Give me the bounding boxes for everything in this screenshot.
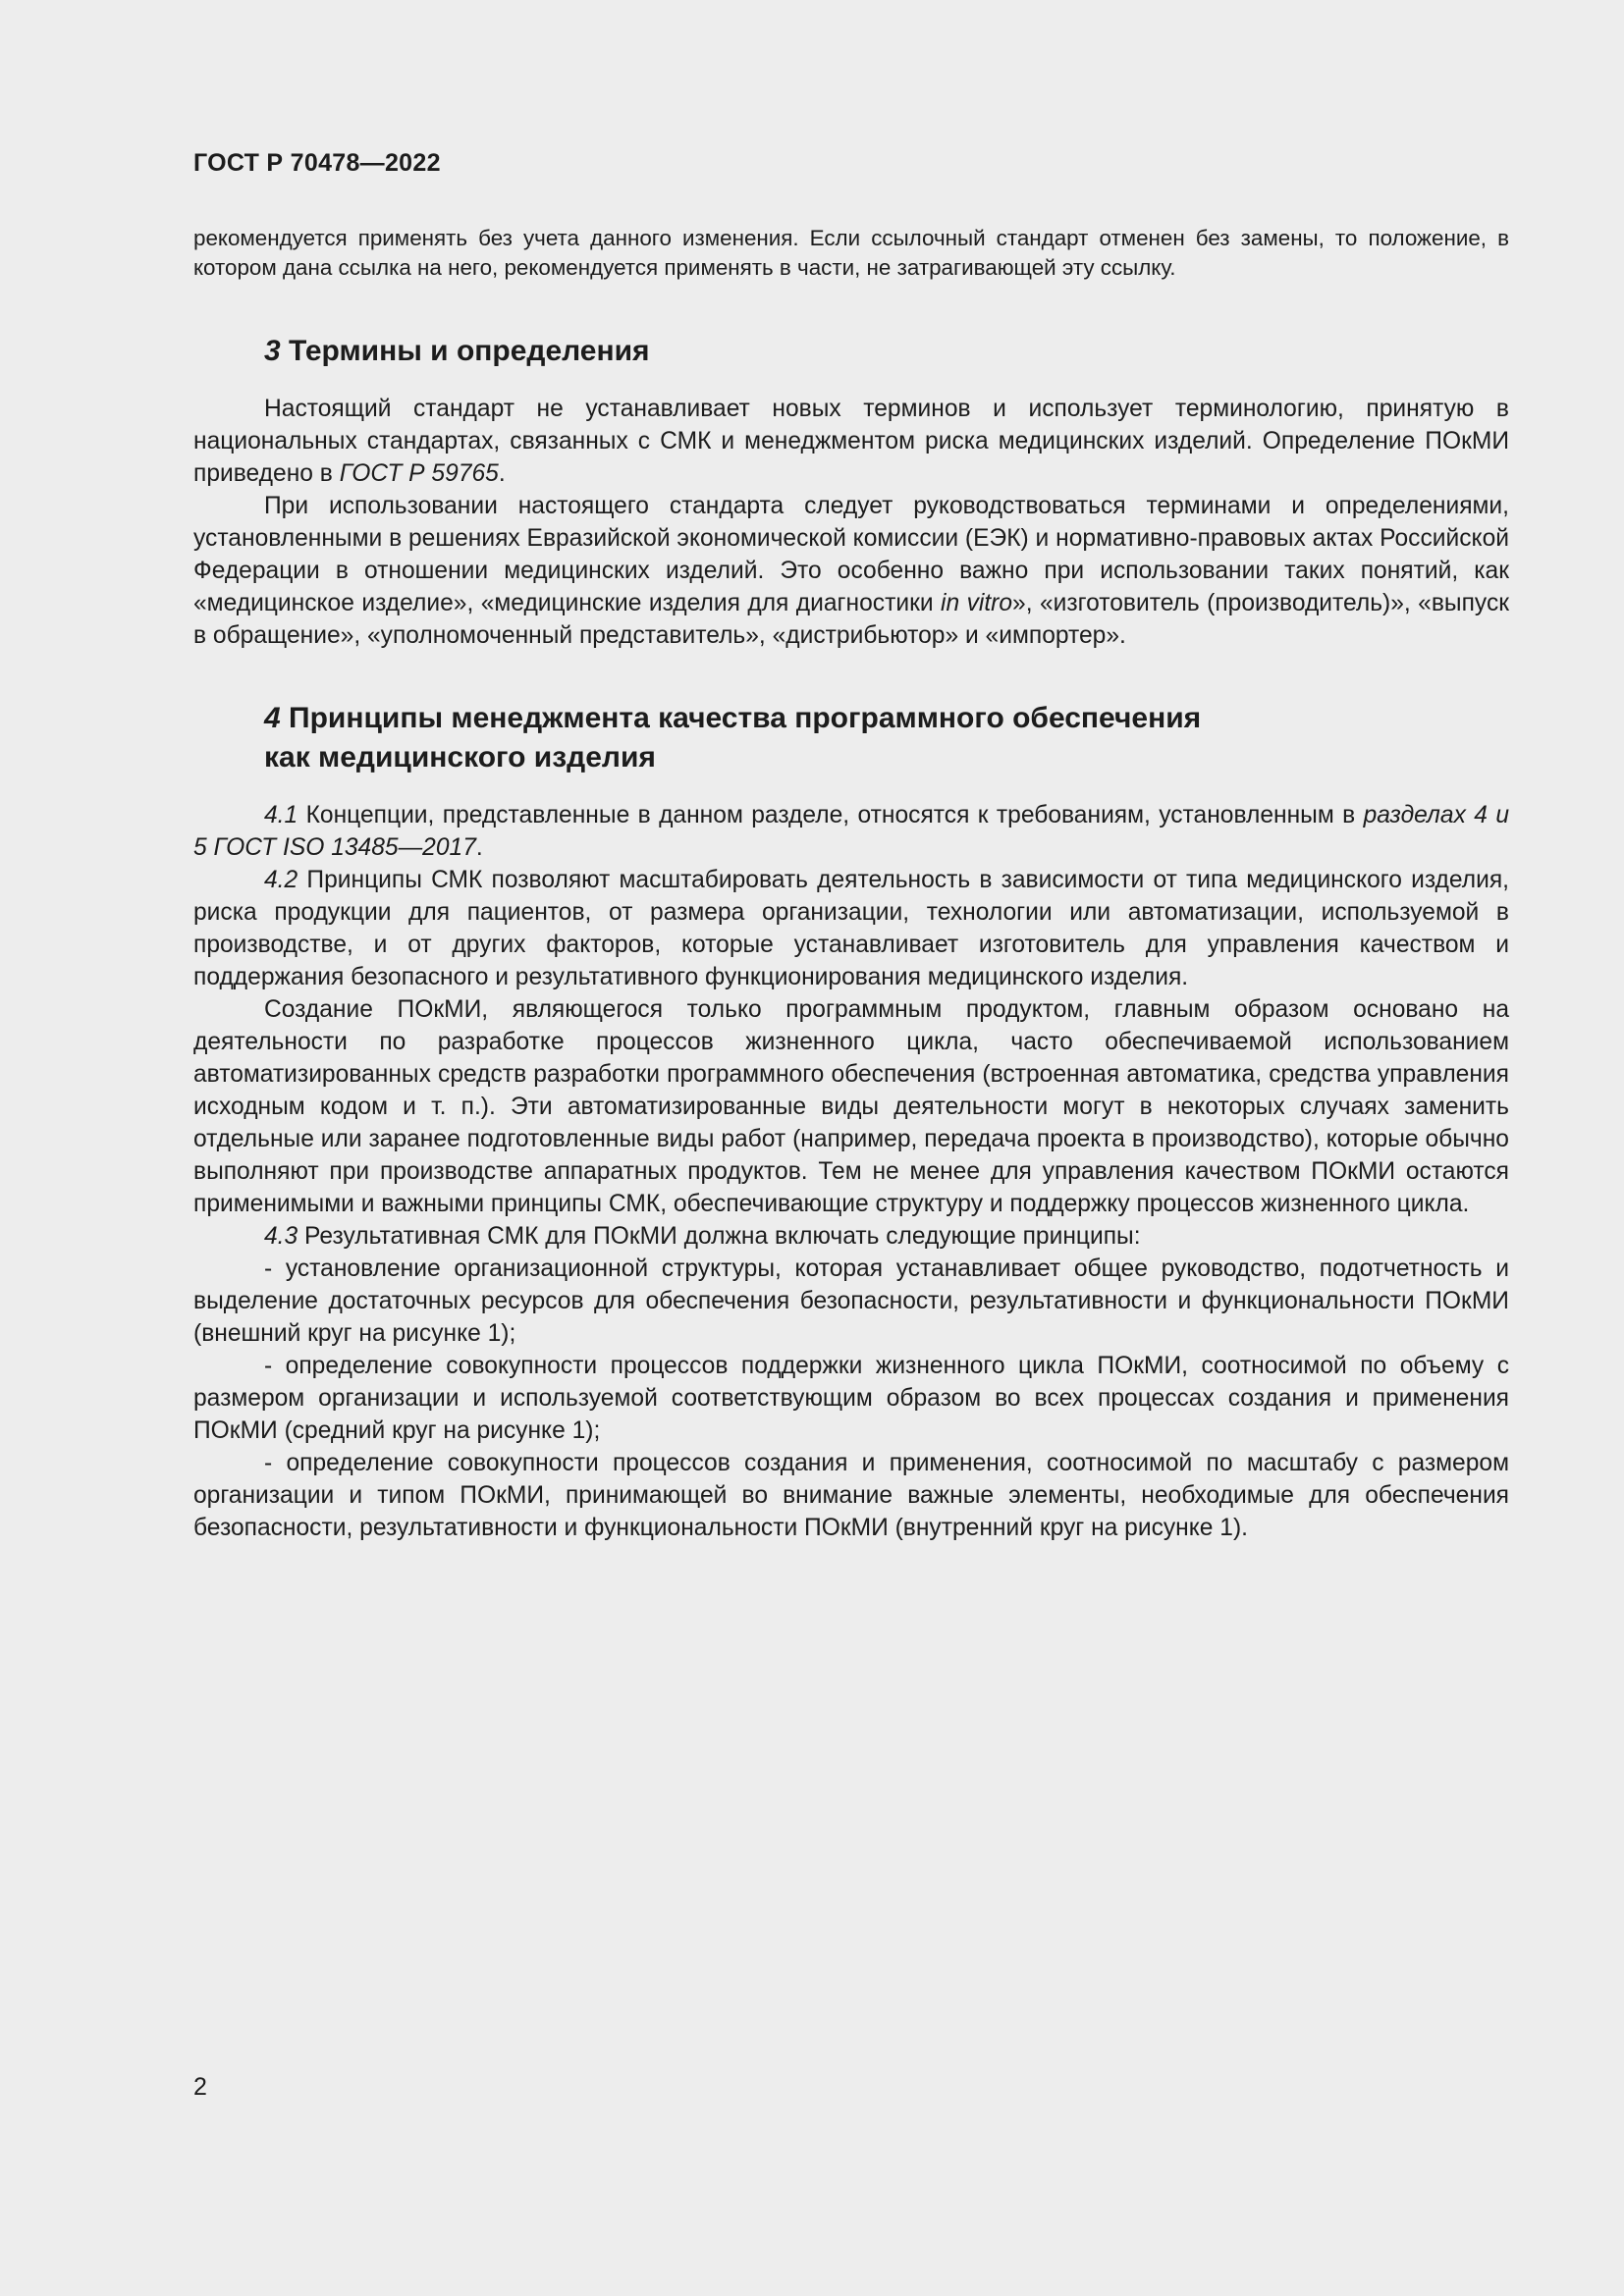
clause-4-1-text: Концепции, представленные в данном разделе, относятся к требованиям, установленным в — [298, 802, 1364, 828]
section-4-heading — [264, 699, 1509, 777]
principle-list-item: - определение совокупности процессов создания и применения, соотносимой по масштабу с размером организации и типом ПОкМИ, принимающей во внимание важные элементы, необходимые для обеспечения безопасности, результативности и функциональности ПОкМИ (внутренний круг на рисунке 1). — [193, 1450, 1509, 1541]
clause-4-1-number: 4.1 — [264, 802, 298, 828]
principle-list-item: - определение совокупности процессов поддержки жизненного цикла ПОкМИ, соотносимой по объему с размером организации и используемой соответствующим образом во всех процессах создания и применения ПОкМИ (средний круг на рисунке 1); — [193, 1353, 1509, 1444]
section-3-title: Термины и определения — [280, 335, 650, 367]
clause-4-1-end: . — [475, 834, 483, 861]
section-3-paragraph-1 — [193, 393, 1509, 490]
clause-4-1 — [193, 799, 1509, 864]
page-number: 2 — [193, 2073, 207, 2101]
principle-list-item: - установление организационной структуры, которая устанавливает общее руководство, подотчетность и выделение достаточных ресурсов для обеспечения безопасности, результативности и функциональности ПОкМИ (внешний круг на рисунке 1); — [193, 1255, 1509, 1347]
section-4-number: 4 — [264, 702, 281, 734]
section-3-p1-end: . — [498, 460, 506, 487]
clause-4-3-number: 4.3 — [264, 1223, 298, 1250]
section-3-paragraph-2 — [193, 490, 1509, 652]
section-3-p2-italic: in vitro — [941, 590, 1013, 616]
section-3-p2-end: », «изготовитель (производитель)», «выпуск в обращение», «уполномоченный представитель», «дистрибьютор» и «импортер». — [193, 590, 1509, 649]
document-id-header: ГОСТ Р 70478—2022 — [193, 149, 441, 177]
clause-4-3-text: Результативная СМК для ПОкМИ должна включать следующие принципы: — [298, 1223, 1141, 1250]
page-content — [193, 224, 1509, 1544]
clause-4-2-continuation: Создание ПОкМИ, являющегося только программным продуктом, главным образом основано на деятельности по разработке процессов жизненного цикла, часто обеспечиваемой использованием автоматизированных средств разработки программного обеспечения (встроенная автоматика, средства управления исходным кодом и т. п.). Эти автоматизированные виды деятельности могут в некоторых случаях заменить отдельные или заранее подготовленные виды работ (например, передача проекта в производство), которые обычно выполняют при производстве аппаратных продуктов. Тем не менее для управления качеством ПОкМИ остаются применимыми и важными принципы СМК, обеспечивающие структуру и поддержку процессов жизненного цикла. — [193, 996, 1509, 1217]
carryover-paragraph: рекомендуется применять без учета данного изменения. Если ссылочный стандарт отменен без замены, то положение, в котором дана ссылка на него, рекомендуется применять в части, не затрагивающей эту ссылку. — [193, 226, 1509, 280]
clause-4-3 — [193, 1220, 1509, 1253]
section-3-p1-text: Настоящий стандарт не устанавливает новых терминов и использует терминологию, принятую в национальных стандартах, связанных с СМК и менеджментом риска медицинских изделий. Определение ПОкМИ приведено в — [193, 396, 1509, 487]
section-4-title-line-2: как медицинского изделия — [264, 741, 656, 774]
section-3-heading — [264, 332, 1509, 371]
clause-4-2 — [193, 864, 1509, 993]
clause-4-2-number: 4.2 — [264, 867, 298, 893]
section-3-p2-text: При использовании настоящего стандарта следует руководствоваться терминами и определениями, установленными в решениях Евразийской экономической комиссии (ЕЭК) и нормативно-правовых актах Российской Федерации в отношении медицинских изделий. Это особенно важно при использовании таких понятий, как «медицинское изделие», «медицинские изделия для диагностики — [193, 493, 1509, 616]
clause-4-2-text: Принципы СМК позволяют масштабировать деятельность в зависимости от типа медицинского изделия, риска продукции для пациентов, от размера организации, технологии или автоматизации, используемой в производстве, и от других факторов, которые устанавливает изготовитель для управления качеством и поддержания безопасного и результативного функционирования медицинского изделия. — [193, 867, 1509, 990]
clause-4-1-ref: разделах 4 и 5 ГОСТ ISO 13485—2017 — [193, 802, 1510, 861]
section-3-number: 3 — [264, 335, 281, 367]
section-4-title-line-1: Принципы менеджмента качества программного обеспечения — [280, 702, 1202, 734]
section-3-p1-ref: ГОСТ Р 59765 — [339, 460, 499, 487]
